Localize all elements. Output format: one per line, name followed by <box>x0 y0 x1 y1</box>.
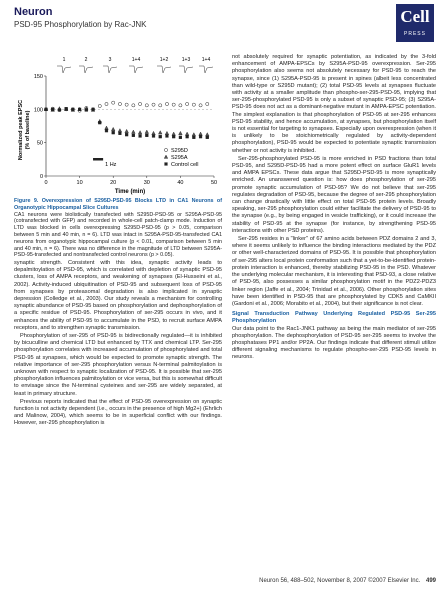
data-point-control-cell <box>159 135 162 138</box>
ltd-chart <box>14 54 222 196</box>
trace-waveform <box>79 66 93 73</box>
data-point-control-cell <box>65 107 68 110</box>
x-tick-label: 50 <box>210 180 218 186</box>
data-point-s295d <box>199 104 202 107</box>
legend-marker <box>165 163 168 166</box>
data-point-control-cell <box>112 131 115 134</box>
legend-label: Control cell <box>171 162 199 168</box>
data-point-s295d <box>98 104 101 107</box>
data-point-s295a <box>132 130 136 133</box>
data-point-s295d <box>118 102 121 105</box>
trace-waveform <box>199 66 213 73</box>
chart-legend <box>164 148 198 168</box>
data-point-control-cell <box>71 108 74 111</box>
trace-waveform <box>57 66 71 73</box>
data-point-control-cell <box>179 136 182 139</box>
footer-citation: Neuron 56, 488–502, November 8, 2007 ©2007 Elsevier Inc. <box>259 578 421 584</box>
data-point-s295d <box>152 103 155 106</box>
legend-label: S295A <box>171 155 188 161</box>
data-point-s295a <box>138 131 142 134</box>
right-paragraph-3: Ser-295 resides in a "linker" of 67 amino acids between PDZ domains 2 and 3, where it seems unlikely to influence the binding interactions mediated by the PDZ or other well-characterized domains of PSD-95. It is possible that phosphorylation of ser-295 alters local protein conformation such that a yet-to-be-identified protein-protein interaction is enhanced, thereby stabilizing PSD-95 in the PSD. Whatever the underlying molecular mechanism, it is interesting that PSD-93, a close relative of PSD-95, also possesses a similar phosphorylation motif in the PDZ2-PDZ3 linker region (Jaffe et al., 2004; Trinidad et al., 2006). Other phosphorylation sites have been identified in PSD-95 that are phosphorylated by CDK5 and CaMKII (Gardoni et al., 2006; Morabito et al., 2004), but their significance is not clear. <box>232 236 436 307</box>
x-label: Time (min) <box>114 189 146 195</box>
data-point-control-cell <box>105 129 108 132</box>
data-point-s295a <box>199 132 203 135</box>
legend-marker <box>164 148 167 151</box>
data-point-s295d <box>172 103 175 106</box>
data-point-s295a <box>145 130 149 133</box>
data-point-control-cell <box>92 108 95 111</box>
data-point-s295d <box>206 102 209 105</box>
data-point-s295a <box>185 132 189 135</box>
caption-title: Figure 9. Overexpression of S295D-PSD-95 Blocks LTD in CA1 Neurons of Organotypic Hippocampal Slice Cultures <box>14 198 222 211</box>
data-point-s295a <box>165 131 169 134</box>
data-point-s295a <box>118 129 122 132</box>
data-point-control-cell <box>125 133 128 136</box>
data-point-control-cell <box>139 135 142 138</box>
right-paragraph-2: Ser-295-phosphorylated PSD-95 is more enriched in PSD fractions than total PSD-95, and S295D-PSD-95 had a more potent effect on surface GluR1 levels and AMPA EPSCs. These data argue that S295D-PSD-95 is more synaptically enriched. An unanswered question is: how does phosphorylation of ser-295 promote synaptic accumulation of PSD-95? We do not believe that ser-295 regulates degradation of PSD-95, because the degree of ser-295 phosphorylation can change drastically with little effect on total PSD-95 protein levels. Broadly speaking, ser-295 phosphorylation could either facilitate the delivery of PSD-95 to the synapse (e.g., by being engaged in vesicle trafficking), or it could increase the stability of PSD-95 at the synapse (for instance, by strengthening PSD-95 interactions with other PSD proteins). <box>232 155 436 234</box>
y-tick-label: 0 <box>39 174 43 180</box>
x-tick-label: 20 <box>110 180 117 186</box>
trace-label: 1+3 <box>181 57 191 63</box>
y-ticks <box>34 74 46 180</box>
logo-main: Cell <box>400 7 430 26</box>
data-point-s295a <box>172 132 176 135</box>
data-points <box>44 101 209 139</box>
section-heading: Signal Transduction Pathway Underlying Regulated PSD-95 Ser-295 Phosphorylation <box>232 311 436 325</box>
data-point-s295a <box>125 129 129 132</box>
data-point-control-cell <box>78 108 81 111</box>
data-point-s295d <box>112 101 115 104</box>
data-point-s295d <box>125 103 128 106</box>
y-tick-label: 150 <box>33 74 43 80</box>
data-point-s295d <box>159 104 162 107</box>
data-point-s295d <box>165 102 168 105</box>
data-point-s295d <box>132 104 135 107</box>
data-point-control-cell <box>166 135 169 138</box>
data-point-control-cell <box>132 134 135 137</box>
data-point-s295a <box>158 131 162 134</box>
left-paragraph-1: synaptic strength. Consistent with this idea, synaptic activity leads to depalmitoylation of PSD-95, which is correlated with depletion of synaptic PSD-95 clusters, loss of AMPA receptors, and weakening of synapses (El-Husseini et al., 2002). Activity-induced ubiquitination of PSD-95 and subsequent loss of PSD-95 from synapses by proteasomal degradation is also implicated in synaptic depression (Colledge et al., 2003). Our study reveals a mechanism for controlling synaptic abundance of PSD-95 based on phosphorylation and dephosphorylation of a specific residue of PSD-95. Phosphorylation of ser-295 occurs in vivo, and it enhances the ability of PSD-95 to accumulate in the PSD, to recruit surface AMPA receptors, and to strengthen synaptic transmission. <box>14 260 222 331</box>
running-head: PSD-95 Phosphorylation by Rac-JNK <box>14 20 147 29</box>
data-point-control-cell <box>85 109 88 112</box>
trace-label: 1+4 <box>201 57 211 63</box>
data-point-s295d <box>186 102 189 105</box>
data-point-s295a <box>152 131 156 134</box>
data-point-control-cell <box>199 135 202 138</box>
trace-label: 2 <box>84 57 88 63</box>
data-point-s295d <box>138 102 141 105</box>
data-point-control-cell <box>58 109 61 112</box>
y-label-1: Normalized peak EPSC <box>18 99 24 161</box>
trace-waveform <box>157 66 171 73</box>
figure-caption <box>14 198 222 259</box>
trace-waveform <box>129 66 143 73</box>
right-paragraph-1: not absolutely required for synaptic potentiation, as indicated by the 3-fold enhancement of AMPA-EPSCs by S295A-PSD-95 overexpression. Ser-295 phosphorylation also seems not absolutely necessary for PSD-95 to reach the synapse, since (1) S295A-PSD-95 is present in spines (albeit less concentrated than wild-type or S295D mutant); (2) total PSD-95 levels at synapses fluctuate with activity at a smaller amplitude than phospho-ser-295-PSD-95, implying that ser-295-phosphorylated PSD-95 is only a subset of synaptic PSD-95; (3) S295A-PSD-95 does not act as a dominant-negative mutant in AMPA-EPSC potentiation. The simplest explanation is that phosphorylation of PSD-95 at ser-295 enhances PSD-95 stability, and hence accumulation, at synapses, but phosphorylation itself is not essential for targeting to synapses. Especially upon overexpression (when it is unlikely to be stoichiometrically regulated by activity-dependent phosphorylation), PSD-95 would be expected to potentiate synaptic transmission whether or not activity is inhibited. <box>232 54 436 154</box>
section-paragraph: Our data point to the Rac1-JNK1 pathway as being the main mediator of ser-295 phosphorylation. The dephosphorylation of PSD-95 ser-295 seems to involve the phosphatases PP1 and/or PP2A. Our findings indicate that different stimuli utilize different signaling mechanisms to regulate phospho-ser-295 PSD-95 levels in neurons. <box>232 325 436 361</box>
x-ticks <box>44 176 217 186</box>
data-point-control-cell <box>152 135 155 138</box>
data-point-control-cell <box>206 136 209 139</box>
data-point-s295a <box>192 133 196 136</box>
x-tick-label: 40 <box>177 180 184 186</box>
data-point-s295a <box>205 133 209 136</box>
data-point-s295d <box>192 103 195 106</box>
trace-label: 3 <box>108 57 112 63</box>
right-column-body <box>232 54 436 363</box>
data-point-s295d <box>145 104 148 107</box>
legend-marker <box>164 155 168 158</box>
data-point-s295d <box>105 102 108 105</box>
y-tick-label: 100 <box>33 107 43 114</box>
trace-label: 1+2 <box>159 57 169 63</box>
data-point-control-cell <box>186 135 189 138</box>
data-point-control-cell <box>51 108 54 111</box>
data-point-s295a <box>111 127 115 130</box>
trace-waveform <box>179 66 193 73</box>
data-point-control-cell <box>192 136 195 139</box>
epsc-traces <box>57 57 213 73</box>
y-label-2: (% of baseline) <box>25 110 31 150</box>
data-point-s295a <box>179 131 183 134</box>
data-point-control-cell <box>172 135 175 138</box>
page-footer <box>14 578 436 584</box>
caption-text: CA1 neurons were biolistically transfected with S295D-PSD-95 or S295A-PSD-95 (cotransfected with GFP) and recorded in whole-cell patch-clamp mode. Induction of LTD was blocked in cells overexpressing S295D-PSD-95 (p > 0.05, comparison between 5 min and 40 min, n = 6). LTD was intact in S295A-PSD-95-transfected CA1 neurons from organotypic hippocampal culture (p < 0.01, comparison between 5 min and 40 min, n = 6). There was no difference in the magnitude of LTD between S295A-PSD-95-transfected and nontransfected control neurons (p > 0.05). <box>14 211 222 259</box>
trace-label: 1+4 <box>131 57 141 63</box>
data-point-control-cell <box>45 108 48 111</box>
x-tick-label: 30 <box>143 180 150 186</box>
figure-9 <box>14 54 222 196</box>
stim-bar <box>93 158 103 161</box>
y-tick-label: 50 <box>36 140 43 147</box>
left-column-body <box>14 260 222 429</box>
trace-waveform <box>103 66 117 73</box>
x-tick-label: 10 <box>76 180 83 186</box>
trace-label: 1 <box>62 57 66 63</box>
page-number: 499 <box>425 578 436 584</box>
data-point-s295d <box>179 104 182 107</box>
journal-name: Neuron <box>14 6 53 18</box>
stim-label: 1 Hz <box>105 162 117 168</box>
cell-press-logo <box>396 4 434 42</box>
logo-sub: PRESS <box>404 31 426 37</box>
legend-label: S295D <box>171 148 188 154</box>
data-point-control-cell <box>98 121 101 124</box>
x-tick-label: 0 <box>44 180 48 186</box>
left-paragraph-2: Phosphorylation of ser-295 of PSD-95 is bidirectionally regulated—it is inhibited by bicuculline and chemical LTD but enhanced by TTX and chemical LTP. Ser-295 phosphorylation correlates with increased accumulation of phosphorylated and total PSD-95 at synapses, which would be expected to promote synaptic strength. The relative importance of ser-295 phosphorylation versus N-terminal palmitoylation is unknown with respect to synaptic localization of PSD-95. It is possible that ser-295 phosphorylation influences palmitoylation or vice versa, but this is somewhat difficult to envisage since the N-terminal cysteines and ser-295 are widely separated, at least in primary structure. <box>14 333 222 397</box>
data-point-control-cell <box>119 132 122 135</box>
data-point-control-cell <box>145 134 148 137</box>
data-point-s295a <box>105 126 109 129</box>
left-paragraph-3: Previous reports indicated that the effect of PSD-95 overexpression on synaptic function is not activity dependent (i.e., occurs in the presence of high Mg2+) (Ehrlich and Malinow, 2004), which seems to be in superficial conflict with our findings. However, ser-295 phosphorylation is <box>14 398 222 427</box>
